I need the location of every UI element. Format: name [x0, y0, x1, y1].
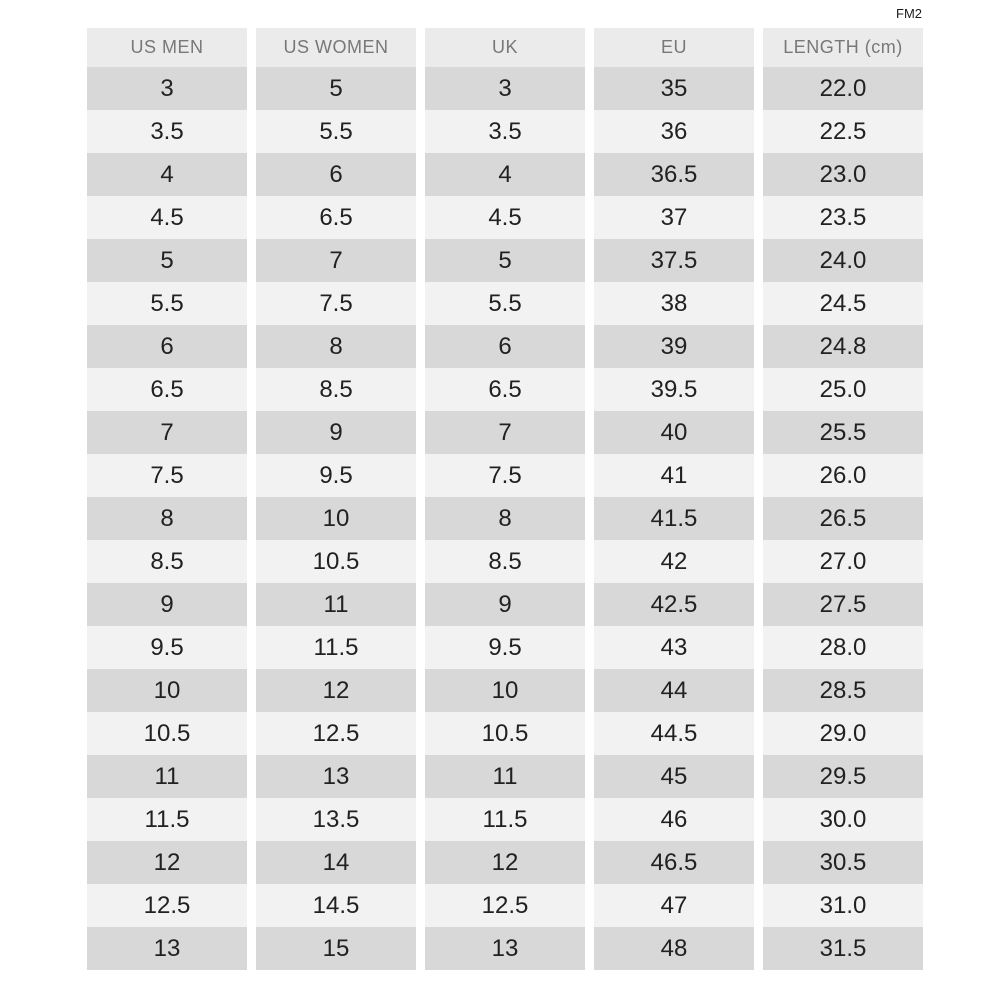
table-row [87, 755, 923, 798]
table-cell: 27.0 [763, 540, 923, 583]
table-row [87, 110, 923, 153]
table-cell: 46 [594, 798, 754, 841]
table-row [87, 411, 923, 454]
table-cell: 11 [87, 755, 247, 798]
table-cell: 11.5 [256, 626, 416, 669]
table-row [87, 669, 923, 712]
table-cell: 35 [594, 67, 754, 110]
page-code-label: FM2 [896, 6, 922, 21]
table-cell: 12 [256, 669, 416, 712]
table-cell: 23.0 [763, 153, 923, 196]
table-cell: 5 [425, 239, 585, 282]
table-cell: 12 [425, 841, 585, 884]
column-header-us-women: US WOMEN [256, 28, 416, 67]
table-row [87, 67, 923, 110]
table-cell: 30.0 [763, 798, 923, 841]
column-header-uk: UK [425, 28, 585, 67]
table-cell: 7 [425, 411, 585, 454]
table-cell: 5.5 [425, 282, 585, 325]
table-row [87, 325, 923, 368]
table-row [87, 798, 923, 841]
table-cell: 44 [594, 669, 754, 712]
table-cell: 6.5 [87, 368, 247, 411]
table-cell: 13 [425, 927, 585, 970]
table-cell: 10.5 [425, 712, 585, 755]
table-cell: 29.0 [763, 712, 923, 755]
table-cell: 10.5 [87, 712, 247, 755]
table-cell: 14 [256, 841, 416, 884]
table-cell: 47 [594, 884, 754, 927]
table-cell: 6.5 [256, 196, 416, 239]
table-row [87, 368, 923, 411]
table-cell: 38 [594, 282, 754, 325]
table-cell: 5 [256, 67, 416, 110]
table-cell: 13 [256, 755, 416, 798]
table-cell: 30.5 [763, 841, 923, 884]
table-cell: 7.5 [87, 454, 247, 497]
table-cell: 9 [87, 583, 247, 626]
table-cell: 36.5 [594, 153, 754, 196]
table-cell: 4.5 [425, 196, 585, 239]
table-row [87, 540, 923, 583]
table-cell: 8.5 [87, 540, 247, 583]
table-cell: 5.5 [256, 110, 416, 153]
table-cell: 15 [256, 927, 416, 970]
table-cell: 11.5 [425, 798, 585, 841]
table-cell: 5.5 [87, 282, 247, 325]
table-cell: 40 [594, 411, 754, 454]
table-cell: 41.5 [594, 497, 754, 540]
table-cell: 29.5 [763, 755, 923, 798]
table-cell: 4.5 [87, 196, 247, 239]
table-cell: 22.5 [763, 110, 923, 153]
table-header-row [87, 28, 923, 67]
column-header-us-men: US MEN [87, 28, 247, 67]
table-cell: 6.5 [425, 368, 585, 411]
table-cell: 3.5 [87, 110, 247, 153]
table-row [87, 497, 923, 540]
table-row [87, 282, 923, 325]
table-cell: 43 [594, 626, 754, 669]
table-cell: 12 [87, 841, 247, 884]
table-cell: 26.5 [763, 497, 923, 540]
table-cell: 42.5 [594, 583, 754, 626]
column-header-length-cm: LENGTH (cm) [763, 28, 923, 67]
table-cell: 7.5 [256, 282, 416, 325]
table-cell: 28.0 [763, 626, 923, 669]
table-cell: 12.5 [87, 884, 247, 927]
table-row [87, 583, 923, 626]
table-cell: 4 [87, 153, 247, 196]
table-cell: 9.5 [87, 626, 247, 669]
table-cell: 8.5 [425, 540, 585, 583]
table-cell: 25.0 [763, 368, 923, 411]
table-cell: 26.0 [763, 454, 923, 497]
table-cell: 37 [594, 196, 754, 239]
table-cell: 13.5 [256, 798, 416, 841]
table-cell: 10.5 [256, 540, 416, 583]
column-header-eu: EU [594, 28, 754, 67]
table-cell: 4 [425, 153, 585, 196]
table-row [87, 153, 923, 196]
table-cell: 5 [87, 239, 247, 282]
table-row [87, 196, 923, 239]
table-row [87, 626, 923, 669]
table-cell: 37.5 [594, 239, 754, 282]
table-cell: 45 [594, 755, 754, 798]
table-cell: 41 [594, 454, 754, 497]
table-cell: 6 [425, 325, 585, 368]
table-cell: 11 [256, 583, 416, 626]
table-cell: 8.5 [256, 368, 416, 411]
table-cell: 8 [425, 497, 585, 540]
table-cell: 11.5 [87, 798, 247, 841]
size-chart-table [87, 28, 923, 970]
table-row [87, 239, 923, 282]
table-body [87, 67, 923, 970]
table-cell: 31.5 [763, 927, 923, 970]
table-cell: 9.5 [256, 454, 416, 497]
table-cell: 48 [594, 927, 754, 970]
table-cell: 46.5 [594, 841, 754, 884]
table-cell: 10 [256, 497, 416, 540]
table-cell: 6 [256, 153, 416, 196]
table-row [87, 884, 923, 927]
table-cell: 24.8 [763, 325, 923, 368]
table-cell: 10 [87, 669, 247, 712]
table-cell: 23.5 [763, 196, 923, 239]
table-cell: 42 [594, 540, 754, 583]
table-cell: 22.0 [763, 67, 923, 110]
table-cell: 3.5 [425, 110, 585, 153]
table-cell: 13 [87, 927, 247, 970]
table-cell: 9 [425, 583, 585, 626]
table-cell: 39.5 [594, 368, 754, 411]
table-cell: 3 [425, 67, 585, 110]
table-cell: 9.5 [425, 626, 585, 669]
table-cell: 7 [256, 239, 416, 282]
table-cell: 3 [87, 67, 247, 110]
table-cell: 28.5 [763, 669, 923, 712]
table-cell: 24.0 [763, 239, 923, 282]
table-cell: 36 [594, 110, 754, 153]
table-cell: 44.5 [594, 712, 754, 755]
table-row [87, 841, 923, 884]
table-cell: 12.5 [425, 884, 585, 927]
table-cell: 8 [87, 497, 247, 540]
table-cell: 8 [256, 325, 416, 368]
table-cell: 14.5 [256, 884, 416, 927]
table-row [87, 454, 923, 497]
table-cell: 9 [256, 411, 416, 454]
table-cell: 12.5 [256, 712, 416, 755]
table-cell: 24.5 [763, 282, 923, 325]
table-row [87, 927, 923, 970]
table-cell: 25.5 [763, 411, 923, 454]
table-cell: 7 [87, 411, 247, 454]
table-cell: 6 [87, 325, 247, 368]
table-row [87, 712, 923, 755]
table-cell: 31.0 [763, 884, 923, 927]
table-cell: 7.5 [425, 454, 585, 497]
table-cell: 39 [594, 325, 754, 368]
table-cell: 10 [425, 669, 585, 712]
table-cell: 27.5 [763, 583, 923, 626]
table-cell: 11 [425, 755, 585, 798]
